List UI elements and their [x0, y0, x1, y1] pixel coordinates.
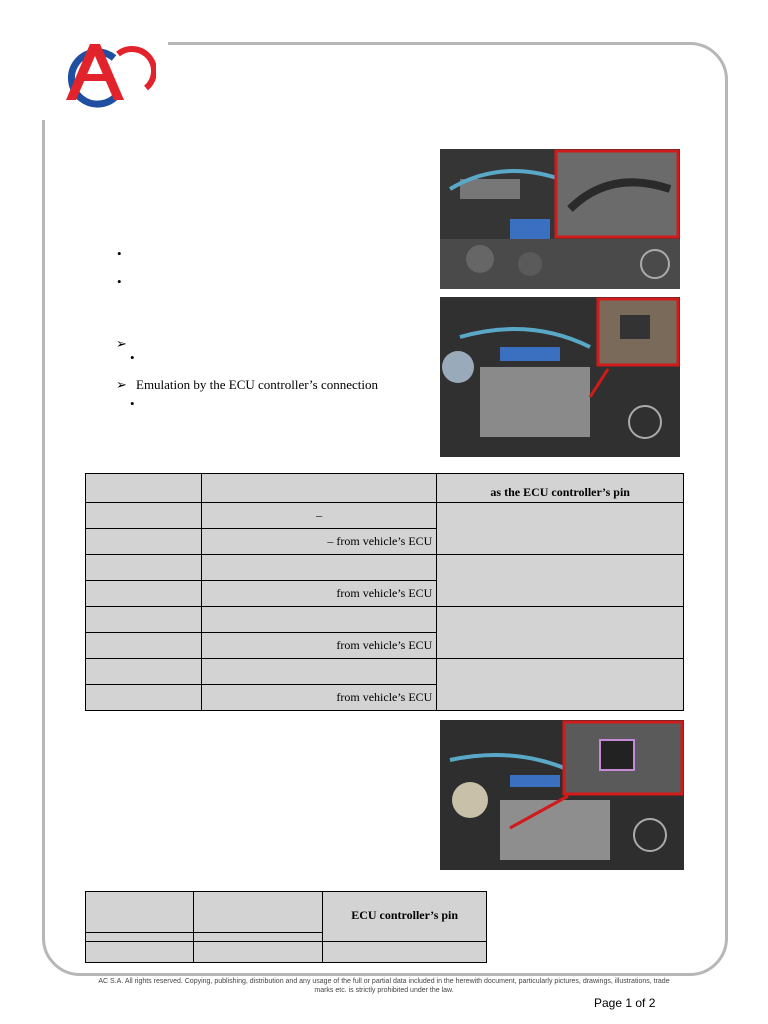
engine-photo-2 [440, 297, 680, 457]
table-row [86, 607, 684, 633]
table-header-row: ECU controller’s pin [86, 892, 487, 933]
table-row: from vehicle’s ECU [86, 685, 684, 711]
table-row: from vehicle’s ECU [86, 581, 684, 607]
table-row [86, 942, 487, 963]
copyright-notice: AC S.A. All rights reserved. Copying, publishing, distribution and any usage of the full or partial data included in the herewith document, particularly pictures, drawings, illustrations, trade marks etc. is strictly prohibited under the law. [98, 978, 670, 994]
table-row [86, 659, 684, 685]
table-header-row: as the ECU controller’s pin [86, 474, 684, 503]
ac-logo [56, 36, 156, 110]
page-number: Page 1 of 2 [594, 996, 656, 1010]
table-row: – [86, 503, 684, 529]
ecu-pin-table-2 [85, 891, 487, 963]
table-row [86, 555, 684, 581]
table-row: – from vehicle’s ECU [86, 529, 684, 555]
engine-photo-1 [440, 149, 680, 289]
table-row: from vehicle’s ECU [86, 633, 684, 659]
engine-photo-3 [440, 720, 684, 870]
ecu-pin-table [85, 473, 684, 711]
